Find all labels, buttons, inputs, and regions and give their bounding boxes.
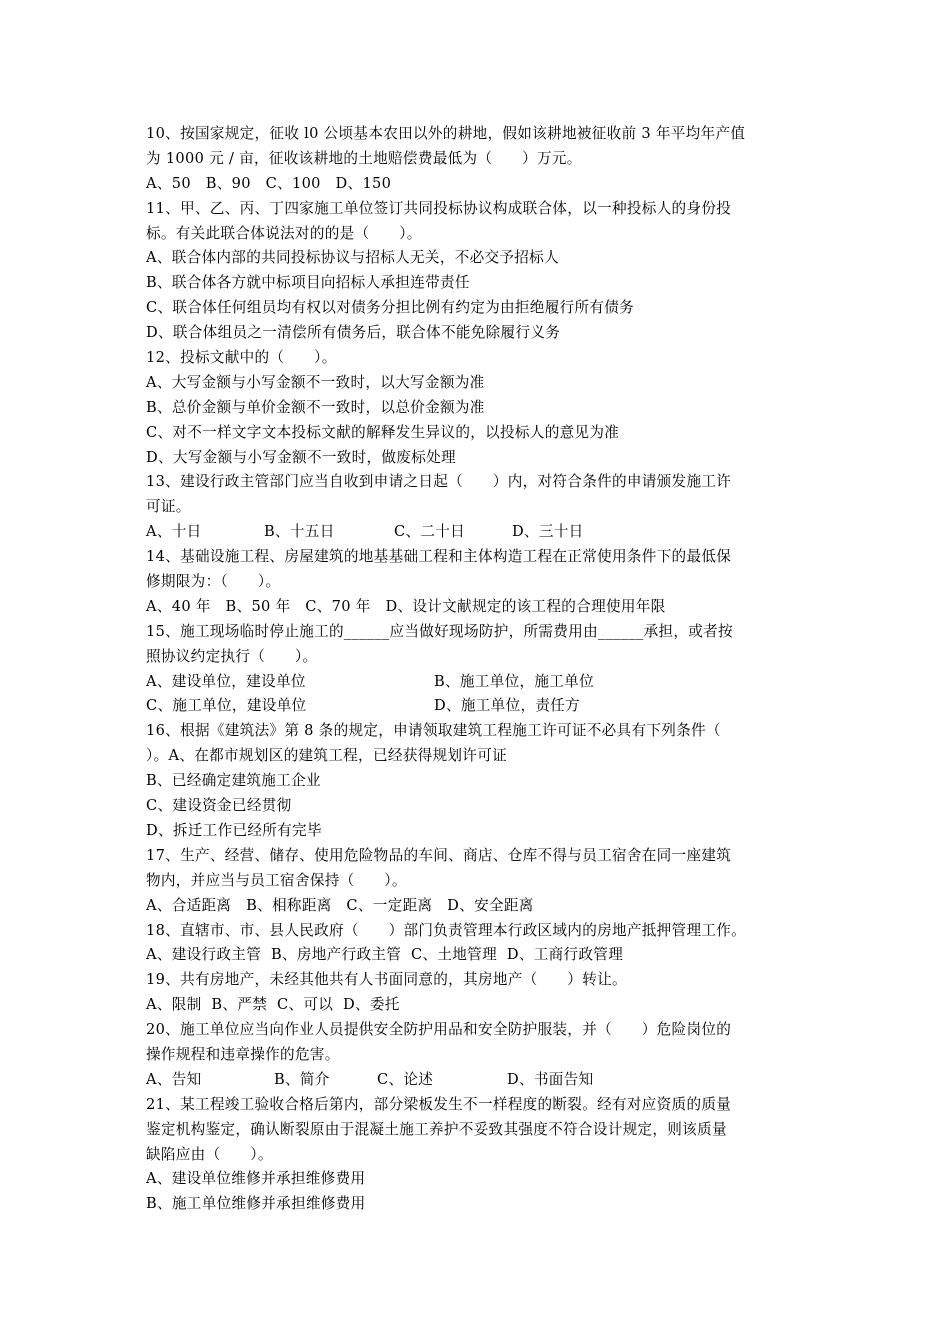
text-line: ）。A、在都市规划区的建筑工程，已经获得规划许可证 [146, 747, 507, 765]
text-line: 21、某工程竣工验收合格后第内，部分梁板发生不一样程度的断裂。经有对应资质的质量 [146, 1095, 732, 1113]
text-line: 10、按国家规定，征收 l0 公顷基本农田以外的耕地，假如该耕地被征收前 3 年平均年产值 [146, 125, 746, 142]
text-line: D、拆迁工作已经所有完毕 [146, 821, 322, 839]
text-line: B、施工单位维修并承担维修费用 [146, 1195, 366, 1213]
option-b: B、施工单位，施工单位 [434, 672, 594, 690]
option-a: A、十日 [146, 523, 202, 541]
option-a: A、告知 [146, 1070, 202, 1088]
q20-options-row [146, 1068, 811, 1093]
q13-options-row [146, 520, 811, 545]
text-line: 12、投标文献中的（ ）。 [146, 349, 337, 367]
text-line: A、大写金额与小写金额不一致时，以大写金额为准 [146, 373, 485, 391]
text-line: D、大写金额与小写金额不一致时，做废标处理 [146, 448, 456, 466]
text-line: 照协议约定执行（ ）。 [146, 647, 318, 665]
text-line: 操作规程和违章操作的危害。 [146, 1045, 340, 1063]
option-d: D、书面告知 [507, 1070, 594, 1088]
text-line: A、建设行政主管 B、房地产行政主管 C、土地管理 D、工商行政管理 [146, 946, 624, 964]
option-b: B、十五日 [264, 523, 335, 541]
text-line: A、限制 B、严禁 C、可以 D、委托 [146, 996, 400, 1014]
option-d: D、三十日 [512, 523, 584, 541]
text-line: 可证。 [146, 498, 191, 516]
text-line: 19、共有房地产，未经其他共有人书面同意的，其房地产（ ）转让。 [146, 971, 627, 989]
text-line: D、联合体组员之一清偿所有债务后，联合体不能免除履行义务 [146, 324, 561, 342]
document-page [146, 122, 811, 1217]
option-c: C、二十日 [394, 523, 466, 541]
text-line: 14、基础设施工程、房屋建筑的地基基础工程和主体构造工程在正常使用条件下的最低保 [146, 548, 732, 566]
text-line: 鉴定机构鉴定，确认断裂原由于混凝土施工养护不妥致其强度不符合设计规定，则该质量 [146, 1120, 727, 1138]
text-line: A、建设单位维修并承担维修费用 [146, 1170, 366, 1188]
option-c: C、论述 [377, 1070, 434, 1088]
text-line: B、总价金额与单价金额不一致时，以总价金额为准 [146, 398, 485, 416]
text-line: 13、建设行政主管部门应当自收到申请之日起（ ）内，对符合条件的申请颁发施工许 [146, 473, 732, 491]
text-line: C、建设资金已经贯彻 [146, 797, 292, 815]
text-line: C、对不一样文字文本投标文献的解释发生异议的，以投标人的意见为准 [146, 423, 620, 441]
text-line: A、50 B、90 C、100 D、150 [146, 174, 392, 192]
option-c: C、施工单位，建设单位 [146, 697, 307, 715]
text-line: B、已经确定建筑施工企业 [146, 772, 321, 790]
text-line: 15、施工现场临时停止施工的______应当做好现场防护，所需费用由______承担，或者按 [146, 622, 733, 640]
text-line: C、联合体任何组员均有权以对债务分担比例有约定为由拒绝履行所有债务 [146, 299, 635, 317]
text-line: 修期限为：（ ）。 [146, 573, 281, 591]
text-line: A、合适距离 B、相称距离 C、一定距离 D、安全距离 [146, 896, 534, 914]
option-d: D、施工单位，责任方 [434, 697, 581, 715]
text-line: A、40 年 B、50 年 C、70 年 D、设计文献规定的该工程的合理使用年限 [146, 597, 666, 615]
text-line: 18、直辖市、市、县人民政府（ ）部门负责管理本行政区域内的房地产抵押管理工作。 [146, 921, 747, 939]
text-line: 20、施工单位应当向作业人员提供安全防护用品和安全防护服装，并（ ）危险岗位的 [146, 1021, 732, 1039]
text-line: 11、甲、乙、丙、丁四家施工单位签订共同投标协议构成联合体，以一种投标人的身份投 [146, 199, 732, 217]
q15-options-row [146, 694, 811, 719]
text-line: B、联合体各方就中标项目向招标人承担连带责任 [146, 274, 470, 292]
text-line: 缺陷应由（ ）。 [146, 1145, 273, 1163]
text-line: A、联合体内部的共同投标协议与招标人无关，不必交予招标人 [146, 249, 559, 267]
text-line: 16、根据《建筑法》第 8 条的规定，申请领取建筑工程施工许可证不必具有下列条件（ [146, 722, 721, 740]
option-a: A、建设单位，建设单位 [146, 672, 306, 690]
text-line: 物内，并应当与员工宿舍保持（ ）。 [146, 871, 407, 889]
text-line: 17、生产、经营、储存、使用危险物品的车间、商店、仓库不得与员工宿舍在同一座建筑 [146, 846, 732, 864]
text-line: 为 1000 元 / 亩，征收该耕地的土地赔偿费最低为（ ）万元。 [146, 149, 582, 167]
q15-options-row [146, 670, 811, 695]
option-b: B、简介 [274, 1070, 330, 1088]
text-line: 标。有关此联合体说法对的的是（ ）。 [146, 224, 422, 242]
